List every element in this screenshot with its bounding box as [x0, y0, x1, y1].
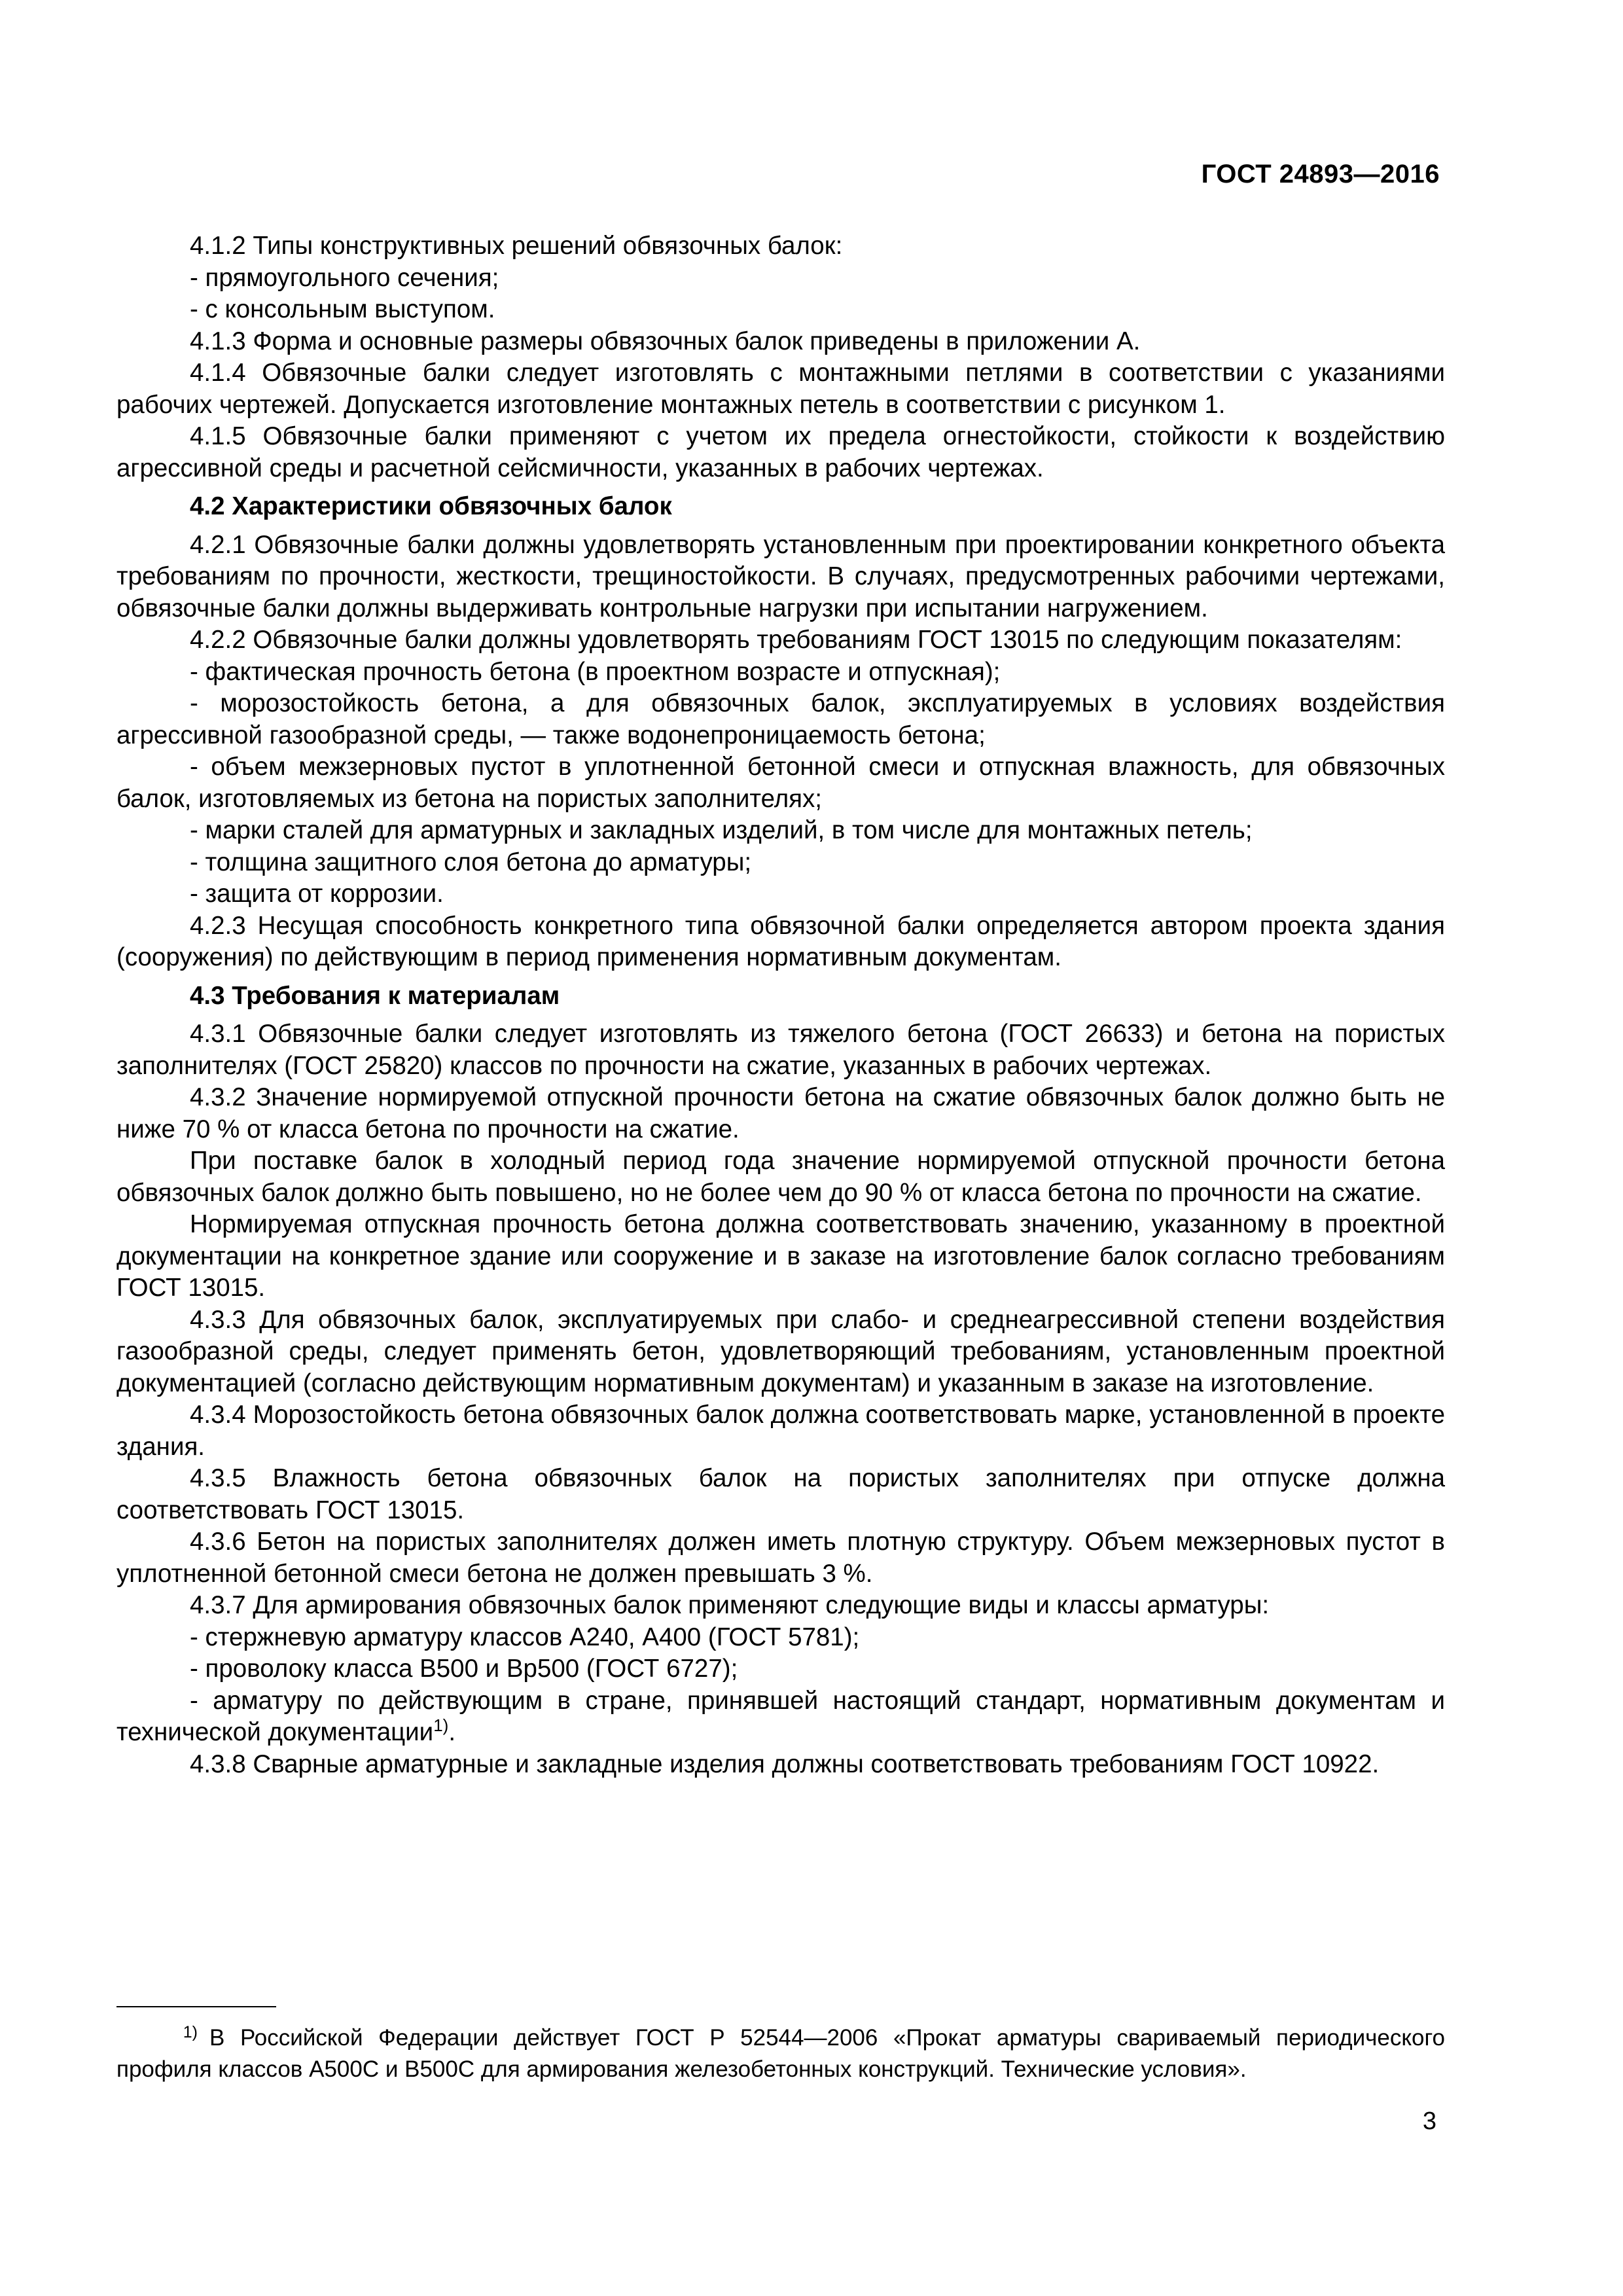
paragraph: 4.1.2 Типы конструктивных решений обвязочных балок:	[190, 232, 843, 260]
page-number: 3	[1422, 2108, 1436, 2135]
list-item: - объем межзерновых пустот в уплотненной бетонной смеси и отпускная влажность, для обвязочных балок, изготовляемых из бетона на пористых заполнителях;	[116, 753, 1445, 813]
list-item: - морозостойкость бетона, а для обвязочных балок, эксплуатируемых в условиях воздействия агрессивной газообразной среды, — также водонепроницаемость бетона;	[116, 689, 1445, 749]
list-item-text: - арматуру по действующим в стране, принявшей настоящий стандарт, нормативным документам и технической документации	[116, 1686, 1445, 1746]
list-item: - защита от коррозии.	[190, 880, 444, 908]
document-header: ГОСТ 24893—2016	[1201, 160, 1440, 188]
paragraph: 4.3.3 Для обвязочных балок, эксплуатируемых при слабо- и среднеагрессивной степени воздействия газообразной среды, следует применять бетон, удовлетворяющий требованиям, установленным проектной документацией (согласно действующим нормативным документам) и указанным в заказе на изготовление.	[116, 1305, 1445, 1397]
footnote-reference: 1)	[433, 1715, 449, 1736]
section-heading: 4.3 Требования к материалам	[190, 981, 560, 1010]
section-heading: 4.2 Характеристики обвязочных балок	[190, 492, 672, 520]
paragraph: 4.3.8 Сварные арматурные и закладные изделия должны соответствовать требованиям ГОСТ 10922.	[190, 1749, 1380, 1778]
paragraph: 4.3.2 Значение нормируемой отпускной прочности бетона на сжатие обвязочных балок должно быть не ниже 70 % от класса бетона по прочности на сжатие.	[116, 1083, 1445, 1143]
paragraph: 4.3.7 Для армирования обвязочных балок применяют следующие виды и классы арматуры:	[190, 1591, 1270, 1619]
paragraph: 4.3.4 Морозостойкость бетона обвязочных балок должна соответствовать марке, установленной в проекте здания.	[116, 1401, 1445, 1461]
list-item: - марки сталей для арматурных и закладных изделий, в том числе для монтажных петель;	[190, 816, 1253, 844]
list-item-end: .	[448, 1718, 456, 1746]
list-item: - прямоугольного сечения;	[190, 263, 499, 292]
footnote-text: В Российской Федерации действует ГОСТ Р 52544—2006 «Прокат арматуры свариваемый периодического профиля классов А500С и В500С для армирования железобетонных конструкций. Технические условия».	[116, 2025, 1445, 2082]
list-item: - проволоку класса В500 и Вр500 (ГОСТ 6727);	[190, 1655, 738, 1683]
footnote-separator	[116, 2006, 276, 2007]
paragraph: 4.1.5 Обвязочные балки применяют с учетом их предела огнестойкости, стойкости к воздействию агрессивной среды и расчетной сейсмичности, указанных в рабочих чертежах.	[116, 422, 1445, 482]
paragraph: 4.3.1 Обвязочные балки следует изготовлять из тяжелого бетона (ГОСТ 26633) и бетона на пористых заполнителях (ГОСТ 25820) классов по прочности на сжатие, указанных в рабочих чертежах.	[116, 1020, 1445, 1080]
paragraph: Нормируемая отпускная прочность бетона должна соответствовать значению, указанному в проектной документации на конкретное здание или сооружение и в заказе на изготовление балок согласно требованиям ГОСТ 13015.	[116, 1210, 1445, 1302]
paragraph: 4.3.5 Влажность бетона обвязочных балок на пористых заполнителях при отпуске должна соответствовать ГОСТ 13015.	[116, 1464, 1445, 1524]
paragraph: 4.2.1 Обвязочные балки должны удовлетворять установленным при проектировании конкретного объекта требованиям по прочности, жесткости, трещиностойкости. В случаях, предусмотренных рабочими чертежами, обвязочные балки должны выдерживать контрольные нагрузки при испытании нагружением.	[116, 530, 1445, 622]
list-item: - фактическая прочность бетона (в проектном возрасте и отпускная);	[190, 657, 1001, 686]
list-item-with-footnote	[116, 1685, 1445, 1749]
paragraph: 4.3.6 Бетон на пористых заполнителях должен иметь плотную структуру. Объем межзерновых пустот в уплотненной бетонной смеси бетона не должен превышать 3 %.	[116, 1528, 1445, 1588]
list-item: - стержневую арматуру классов А240, А400 (ГОСТ 5781);	[190, 1623, 860, 1651]
paragraph: 4.2.3 Несущая способность конкретного типа обвязочной балки определяется автором проекта здания (сооружения) по действующим в период применения нормативным документам.	[116, 911, 1445, 971]
paragraph: При поставке балок в холодный период года значение нормируемой отпускной прочности бетона обвязочных балок должно быть повышено, но не более чем до 90 % от класса бетона по прочности на сжатие.	[116, 1147, 1445, 1207]
paragraph: 4.2.2 Обвязочные балки должны удовлетворять требованиям ГОСТ 13015 по следующим показателям:	[190, 626, 1402, 654]
list-item: - с консольным выступом.	[190, 295, 495, 323]
list-item: - толщина защитного слоя бетона до арматуры;	[190, 848, 752, 876]
footnote: 1) В Российской Федерации действует ГОСТ Р 52544—2006 «Прокат арматуры свариваемый периодического профиля классов А500С и В500С для армирования железобетонных конструкций. Технические условия».	[116, 2023, 1445, 2082]
document-body	[116, 230, 1445, 1780]
paragraph: 4.1.3 Форма и основные размеры обвязочных балок приведены в приложении А.	[190, 327, 1141, 355]
paragraph: 4.1.4 Обвязочные балки следует изготовлять с монтажными петлями в соответствии с указаниями рабочих чертежей. Допускается изготовление монтажных петель в соответствии с рисунком 1.	[116, 359, 1445, 419]
